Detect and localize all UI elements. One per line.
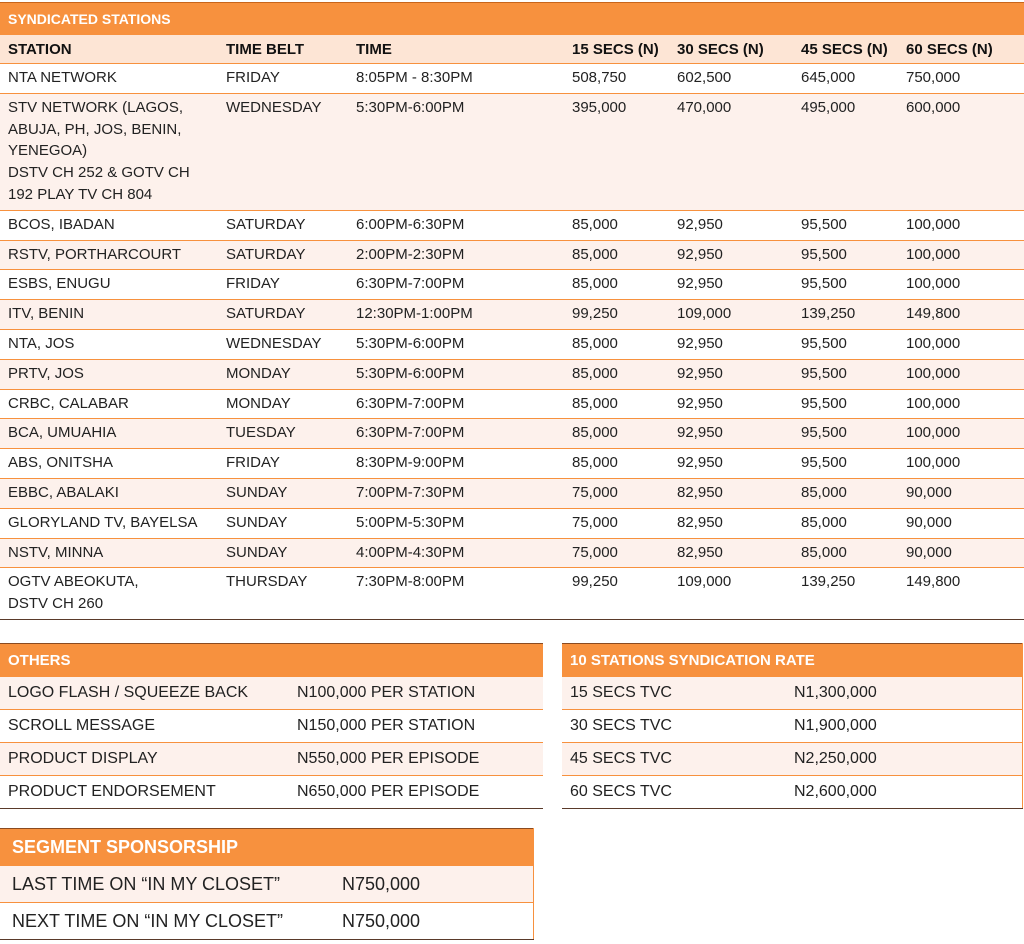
rate-45-cell: 95,500	[793, 389, 898, 419]
segment-rate: N750,000	[330, 903, 533, 940]
ten-stations-item: 15 SECS TVC	[562, 677, 786, 710]
time-belt-cell: MONDAY	[218, 359, 348, 389]
table-row	[562, 743, 1022, 776]
ten-stations-item: 30 SECS TVC	[562, 710, 786, 743]
ten-stations-title-row	[562, 644, 1022, 678]
rate-45-cell: 139,250	[793, 300, 898, 330]
rate-60-cell: 90,000	[898, 508, 1024, 538]
header-time: TIME	[348, 35, 564, 64]
time-cell: 6:30PM-7:00PM	[348, 419, 564, 449]
ten-stations-table	[562, 643, 1023, 809]
rate-60-cell: 100,000	[898, 270, 1024, 300]
header-15-secs: 15 SECS (N)	[564, 35, 669, 64]
table-row	[0, 93, 1024, 210]
others-table	[0, 643, 543, 809]
syndicated-stations-table	[0, 2, 1024, 620]
station-cell: STV NETWORK (LAGOS, ABUJA, PH, JOS, BENIN, YENEGOA) DSTV CH 252 & GOTV CH 192 PLAY TV CH 804	[0, 93, 218, 210]
time-belt-cell: SUNDAY	[218, 508, 348, 538]
rate-15-cell: 85,000	[564, 240, 669, 270]
syndicated-title-row	[0, 3, 1024, 36]
table-row	[0, 776, 543, 809]
rate-60-cell: 90,000	[898, 478, 1024, 508]
rate-15-cell: 75,000	[564, 478, 669, 508]
table-row	[0, 743, 543, 776]
rate-15-cell: 85,000	[564, 419, 669, 449]
rate-15-cell: 85,000	[564, 210, 669, 240]
rate-15-cell: 85,000	[564, 449, 669, 479]
header-time-belt: TIME BELT	[218, 35, 348, 64]
time-cell: 5:00PM-5:30PM	[348, 508, 564, 538]
station-cell: OGTV ABEOKUTA, DSTV CH 260	[0, 568, 218, 620]
rate-60-cell: 100,000	[898, 210, 1024, 240]
time-belt-cell: FRIDAY	[218, 449, 348, 479]
table-row	[0, 478, 1024, 508]
table-row	[562, 776, 1022, 809]
station-cell: EBBC, ABALAKI	[0, 478, 218, 508]
table-row	[0, 359, 1024, 389]
rate-60-cell: 90,000	[898, 538, 1024, 568]
rate-30-cell: 602,500	[669, 64, 793, 94]
rate-15-cell: 85,000	[564, 389, 669, 419]
rate-45-cell: 645,000	[793, 64, 898, 94]
time-cell: 6:30PM-7:00PM	[348, 389, 564, 419]
time-cell: 5:30PM-6:00PM	[348, 359, 564, 389]
table-row	[0, 240, 1024, 270]
time-belt-cell: SUNDAY	[218, 478, 348, 508]
rate-60-cell: 100,000	[898, 419, 1024, 449]
station-cell: BCOS, IBADAN	[0, 210, 218, 240]
rate-45-cell: 85,000	[793, 478, 898, 508]
others-title: OTHERS	[0, 644, 543, 678]
rate-15-cell: 85,000	[564, 270, 669, 300]
time-belt-cell: FRIDAY	[218, 270, 348, 300]
time-belt-cell: SUNDAY	[218, 538, 348, 568]
segment-sponsorship-table	[0, 828, 534, 940]
time-cell: 5:30PM-6:00PM	[348, 329, 564, 359]
others-rate: N650,000 PER EPISODE	[289, 776, 543, 809]
station-cell: GLORYLAND TV, BAYELSA	[0, 508, 218, 538]
others-rate: N550,000 PER EPISODE	[289, 743, 543, 776]
table-row	[0, 710, 543, 743]
station-cell: NSTV, MINNA	[0, 538, 218, 568]
rate-45-cell: 95,500	[793, 449, 898, 479]
table-row	[562, 677, 1022, 710]
rate-15-cell: 395,000	[564, 93, 669, 210]
rate-30-cell: 82,950	[669, 508, 793, 538]
rate-45-cell: 85,000	[793, 508, 898, 538]
rate-30-cell: 92,950	[669, 419, 793, 449]
rate-60-cell: 149,800	[898, 568, 1024, 620]
syndicated-rows	[0, 64, 1024, 620]
rate-30-cell: 470,000	[669, 93, 793, 210]
rate-30-cell: 92,950	[669, 329, 793, 359]
time-cell: 4:00PM-4:30PM	[348, 538, 564, 568]
others-item: PRODUCT DISPLAY	[0, 743, 289, 776]
time-belt-cell: SATURDAY	[218, 210, 348, 240]
rate-60-cell: 100,000	[898, 389, 1024, 419]
time-cell: 7:30PM-8:00PM	[348, 568, 564, 620]
rate-45-cell: 95,500	[793, 240, 898, 270]
time-belt-cell: SATURDAY	[218, 240, 348, 270]
rate-15-cell: 85,000	[564, 359, 669, 389]
syndicated-header-row	[0, 35, 1024, 64]
time-cell: 6:00PM-6:30PM	[348, 210, 564, 240]
ten-stations-rate: N2,250,000	[786, 743, 1022, 776]
others-rate: N100,000 PER STATION	[289, 677, 543, 710]
rate-15-cell: 508,750	[564, 64, 669, 94]
others-title-row	[0, 644, 543, 678]
station-cell: ABS, ONITSHA	[0, 449, 218, 479]
station-cell: PRTV, JOS	[0, 359, 218, 389]
table-row	[0, 866, 533, 903]
time-belt-cell: FRIDAY	[218, 64, 348, 94]
station-cell: RSTV, PORTHARCOURT	[0, 240, 218, 270]
rate-45-cell: 95,500	[793, 359, 898, 389]
others-item: PRODUCT ENDORSEMENT	[0, 776, 289, 809]
segment-title-row	[0, 829, 533, 867]
rate-45-cell: 95,500	[793, 270, 898, 300]
rate-60-cell: 600,000	[898, 93, 1024, 210]
rate-60-cell: 100,000	[898, 359, 1024, 389]
station-cell: ITV, BENIN	[0, 300, 218, 330]
table-row	[0, 270, 1024, 300]
time-cell: 2:00PM-2:30PM	[348, 240, 564, 270]
station-cell: CRBC, CALABAR	[0, 389, 218, 419]
rate-30-cell: 92,950	[669, 359, 793, 389]
station-cell: ESBS, ENUGU	[0, 270, 218, 300]
ten-stations-rate: N1,300,000	[786, 677, 1022, 710]
time-belt-cell: THURSDAY	[218, 568, 348, 620]
header-60-secs: 60 SECS (N)	[898, 35, 1024, 64]
rate-60-cell: 100,000	[898, 449, 1024, 479]
time-cell: 12:30PM-1:00PM	[348, 300, 564, 330]
table-row	[0, 210, 1024, 240]
time-cell: 5:30PM-6:00PM	[348, 93, 564, 210]
rate-30-cell: 109,000	[669, 568, 793, 620]
segment-rate: N750,000	[330, 866, 533, 903]
station-cell: BCA, UMUAHIA	[0, 419, 218, 449]
ten-stations-item: 45 SECS TVC	[562, 743, 786, 776]
table-row	[0, 449, 1024, 479]
time-belt-cell: MONDAY	[218, 389, 348, 419]
rate-15-cell: 99,250	[564, 568, 669, 620]
rate-45-cell: 95,500	[793, 419, 898, 449]
header-station: STATION	[0, 35, 218, 64]
rate-15-cell: 85,000	[564, 329, 669, 359]
ten-stations-rate: N2,600,000	[786, 776, 1022, 809]
station-cell: NTA NETWORK	[0, 64, 218, 94]
others-rate: N150,000 PER STATION	[289, 710, 543, 743]
header-30-secs: 30 SECS (N)	[669, 35, 793, 64]
rate-45-cell: 495,000	[793, 93, 898, 210]
rate-30-cell: 82,950	[669, 538, 793, 568]
table-row	[0, 329, 1024, 359]
time-cell: 8:05PM - 8:30PM	[348, 64, 564, 94]
rate-30-cell: 92,950	[669, 389, 793, 419]
rate-30-cell: 92,950	[669, 240, 793, 270]
table-row	[0, 419, 1024, 449]
table-row	[0, 389, 1024, 419]
segment-item: LAST TIME ON “IN MY CLOSET”	[0, 866, 330, 903]
header-45-secs: 45 SECS (N)	[793, 35, 898, 64]
time-belt-cell: WEDNESDAY	[218, 329, 348, 359]
rate-15-cell: 99,250	[564, 300, 669, 330]
table-row	[0, 300, 1024, 330]
rate-60-cell: 100,000	[898, 329, 1024, 359]
table-row	[0, 64, 1024, 94]
table-row	[562, 710, 1022, 743]
segment-item: NEXT TIME ON “IN MY CLOSET”	[0, 903, 330, 940]
time-belt-cell: WEDNESDAY	[218, 93, 348, 210]
others-item: SCROLL MESSAGE	[0, 710, 289, 743]
station-cell: NTA, JOS	[0, 329, 218, 359]
ten-stations-item: 60 SECS TVC	[562, 776, 786, 809]
rate-45-cell: 95,500	[793, 329, 898, 359]
ten-stations-title: 10 STATIONS SYNDICATION RATE	[562, 644, 1022, 678]
rate-60-cell: 100,000	[898, 240, 1024, 270]
rate-30-cell: 82,950	[669, 478, 793, 508]
time-cell: 7:00PM-7:30PM	[348, 478, 564, 508]
time-belt-cell: TUESDAY	[218, 419, 348, 449]
rate-45-cell: 139,250	[793, 568, 898, 620]
rate-30-cell: 92,950	[669, 270, 793, 300]
time-belt-cell: SATURDAY	[218, 300, 348, 330]
segment-title: SEGMENT SPONSORSHIP	[0, 829, 533, 867]
syndicated-title: SYNDICATED STATIONS	[0, 3, 1024, 36]
rate-60-cell: 149,800	[898, 300, 1024, 330]
ten-stations-rate: N1,900,000	[786, 710, 1022, 743]
rate-60-cell: 750,000	[898, 64, 1024, 94]
rate-15-cell: 75,000	[564, 508, 669, 538]
rate-30-cell: 92,950	[669, 210, 793, 240]
rate-45-cell: 95,500	[793, 210, 898, 240]
rate-15-cell: 75,000	[564, 538, 669, 568]
table-row	[0, 677, 543, 710]
table-row	[0, 568, 1024, 620]
table-row	[0, 508, 1024, 538]
table-row	[0, 903, 533, 940]
time-cell: 6:30PM-7:00PM	[348, 270, 564, 300]
rate-45-cell: 85,000	[793, 538, 898, 568]
table-row	[0, 538, 1024, 568]
rate-30-cell: 92,950	[669, 449, 793, 479]
rate-30-cell: 109,000	[669, 300, 793, 330]
others-item: LOGO FLASH / SQUEEZE BACK	[0, 677, 289, 710]
time-cell: 8:30PM-9:00PM	[348, 449, 564, 479]
